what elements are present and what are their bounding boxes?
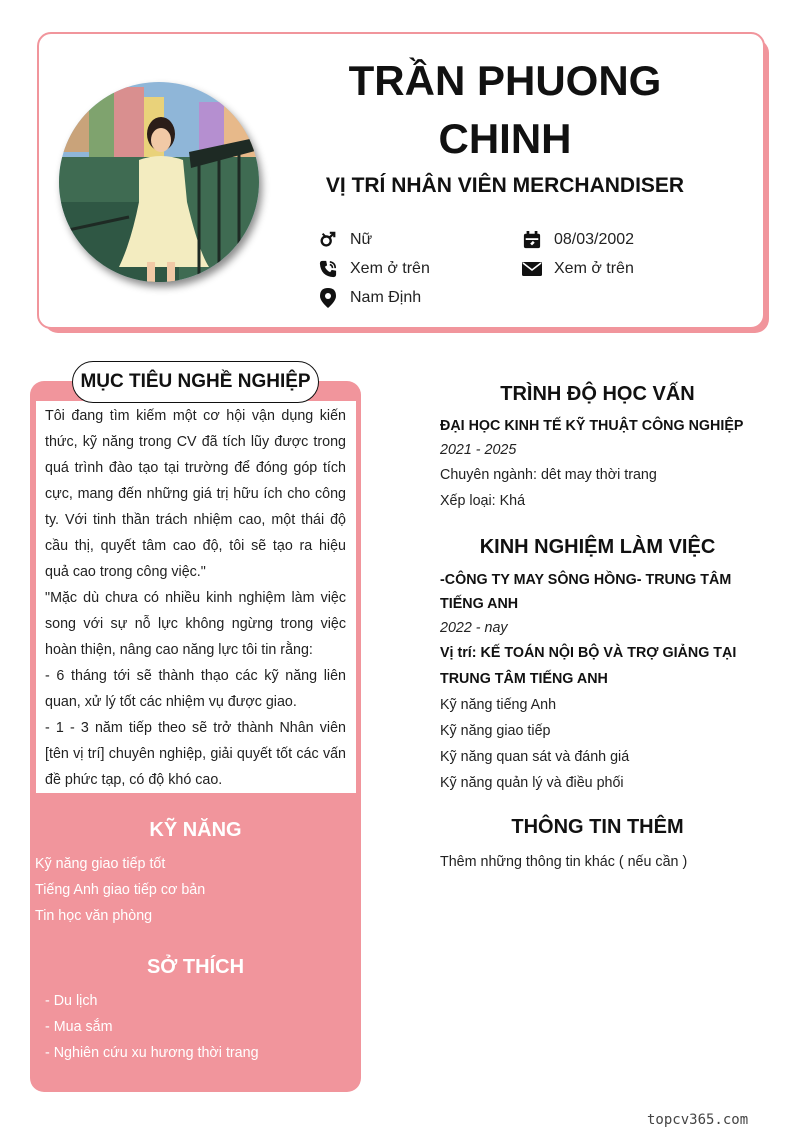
experience-title: KINH NGHIỆM LÀM VIỆC [479,536,716,558]
experience-role-label: Vị trí: [440,645,477,661]
objective-paragraph: Tôi đang tìm kiếm một cơ hội vận dụng kiến thức, kỹ năng trong CV đã tích lũy được trong quá trình đào tạo tại trường để đóng góp tích cực, mang đến những giá trị hữu ích cho công ty. Với tinh thần trách nhiệm cao, một thái độ cầu thị, quyết tâm cao độ, tôi sẽ tạo ra hiệu quả cao trong công việc." [45,408,346,580]
hobby-item: - Du lịch [45,993,98,1009]
hobby-item: - Mua sắm [45,1019,113,1035]
name-line-1: TRẦN PHUONG [348,57,662,104]
email-value: Xem ở trên [554,260,634,277]
info-email [522,259,634,279]
hobby-item: - Nghiên cứu xu hương thời trang [45,1045,259,1061]
more-info-title: THÔNG TIN THÊM [511,816,684,838]
gender-value: Nữ [350,231,373,248]
experience-detail: Kỹ năng quản lý và điều phối [440,775,624,791]
experience-period: 2022 - nay [440,620,508,636]
hobbies-title: SỞ THÍCH [146,956,245,978]
job-position: VỊ TRÍ NHÂN VIÊN MERCHANDISER [325,174,685,197]
experience-detail: Kỹ năng giao tiếp [440,723,551,739]
more-info-text: Thêm những thông tin khác ( nếu cần ) [440,854,688,870]
calendar-icon [522,230,542,250]
experience-section [440,568,760,796]
candidate-name [300,52,710,168]
skill-item: Kỹ năng giao tiếp tốt [35,856,166,872]
avatar [59,82,259,282]
info-dob [522,230,634,250]
name-line-2: CHINH [438,115,572,162]
objective-paragraph: - 1 - 3 năm tiếp theo sẽ trở thành Nhân viên [tên vị trí] chuyên nghiệp, giải quyết tốt các vấn đề phức tạp, có độ khó cao. [45,720,346,788]
experience-role-value: KẾ TOÁN NỘI BỘ VÀ TRỢ GIẢNG TẠI TRUNG TÂM TIẾNG ANH [440,645,737,687]
education-school: ĐẠI HỌC KINH TẾ KỸ THUẬT CÔNG NGHIỆP [440,418,744,434]
objective-text [45,403,346,793]
info-address [318,288,421,308]
info-gender [318,230,372,250]
objective-paragraph: - 6 tháng tới sẽ thành thạo các kỹ năng liên quan, xử lý tốt các nhiệm vụ được giao. [45,668,346,710]
skills-list [35,851,205,929]
gender-icon [318,230,338,250]
footer-watermark: topcv365.com [647,1112,749,1128]
location-icon [318,288,338,308]
experience-detail: Kỹ năng quan sát và đánh giá [440,749,630,765]
info-phone [318,259,430,279]
hobbies-list [45,988,259,1066]
email-icon [522,259,542,279]
phone-value: Xem ở trên [350,260,430,277]
skills-title: KỸ NĂNG [149,819,242,841]
experience-company: -CÔNG TY MAY SÔNG HỒNG- TRUNG TÂM TIẾNG ANH [440,572,732,612]
education-section [440,414,760,514]
education-title: TRÌNH ĐỘ HỌC VẤN [500,383,695,405]
dob-value: 08/03/2002 [554,231,635,248]
phone-icon [318,259,338,279]
experience-detail: Kỹ năng tiếng Anh [440,697,557,713]
objective-title: MỤC TIÊU NGHỀ NGHIỆP [72,361,319,403]
education-grade: Xếp loại: Khá [440,493,526,509]
objective-paragraph: "Mặc dù chưa có nhiều kinh nghiệm làm việc song với sự nỗ lực không ngừng trong việc hoàn thiện, nâng cao năng lực tôi tin rằng: [45,590,346,658]
address-value: Nam Định [350,289,422,306]
experience-role [440,640,760,692]
skill-item: Tin học văn phòng [35,908,153,924]
education-period: 2021 - 2025 [440,442,517,458]
education-major: Chuyên ngành: dêt may thời trang [440,467,657,483]
skill-item: Tiếng Anh giao tiếp cơ bản [35,882,206,898]
